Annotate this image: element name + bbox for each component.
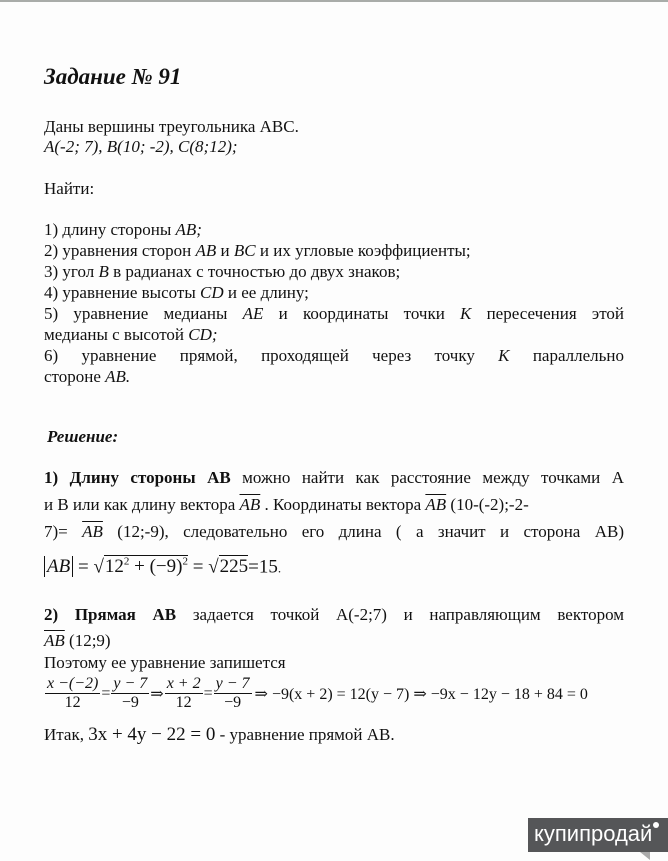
fraction: $\frac{y - 7}{-9}$ <box>113 675 148 711</box>
logo-speech-tail <box>640 852 650 860</box>
fraction: $\frac{x -(-2)}{12}$ <box>47 675 99 711</box>
task-item: 4) уравнение высоты CD и ее длину; <box>44 283 309 302</box>
task-item: 5) уравнение медианы AE и координаты точки K пересечения этой <box>44 304 624 323</box>
step2-line1: 2) Прямая АВ задается точкой А(-2;7) и направляющим вектором <box>44 605 625 624</box>
step1-line2: и В или как длину вектора $\overline{AB}$ . Координаты вектора $\overline{AB}$ (10-(-2);-2- <box>44 495 529 514</box>
solution-heading: Решение: <box>47 427 119 446</box>
task-item: 2) уравнения сторон AB и BC и их угловые коэффициенты; <box>44 241 471 260</box>
given-text: Даны вершины треугольника ABC. <box>44 117 299 136</box>
task-item-cont: медианы с высотой CD; <box>44 325 218 344</box>
step2-line2: $\overline{AB}$ (12;9) <box>44 631 111 650</box>
step1-line3: $7)= \overline{AB}$ (12;-9), следовательно его длина ( а значит и сторона АВ) <box>44 522 624 541</box>
length-formula: AB = $√12^2 + (-9)^2 = √225=15$. <box>44 550 281 580</box>
line-equation: $\frac{x -(-2)}{12}$ = $\frac{y - 7}{-9}$ ⇒ $\frac{x + 2}{12}$ = $\frac{y - 7}{-9}$ ⇒ −9(x + 2) = 12(y − 7) ⇒ −9x − 12y − 18 + 84 = 0 <box>47 675 588 711</box>
task-item: 1) длину стороны AB; <box>44 220 202 239</box>
step2-line3: Поэтому ее уравнение запишется <box>44 653 286 672</box>
page-title: Задание № 91 <box>44 64 182 89</box>
vector-ab: $\overline{AB}$ <box>239 495 261 514</box>
watermark-logo: купипродай <box>528 818 668 852</box>
find-label: Найти: <box>44 179 95 198</box>
step1-line1: 1) Длину стороны АВ можно найти как расстояние между точками А <box>44 468 624 487</box>
task-item: 3) угол B в радианах с точностью до двух знаков; <box>44 262 401 281</box>
logo-dot <box>653 822 659 828</box>
task-item-cont: стороне AB. <box>44 367 131 386</box>
fraction: $\frac{x + 2}{12}$ <box>166 675 201 711</box>
final-line: Итак, 3x + 4y − 22 = 0 - уравнение прямой АВ. <box>44 724 395 745</box>
top-border <box>0 0 668 2</box>
task-item: 6) уравнение прямой, проходящей через точку K параллельно <box>44 346 624 365</box>
vector-ab: $\overline{AB}$ <box>425 495 447 514</box>
vector-ab: $\overline{AB}$ <box>44 631 65 650</box>
fraction: $\frac{y - 7}{-9}$ <box>215 675 250 711</box>
vector-ab: $\overline{AB}$ <box>82 522 103 541</box>
given-vertices: A(-2; 7), B(10; -2), C(8;12); <box>44 137 238 156</box>
